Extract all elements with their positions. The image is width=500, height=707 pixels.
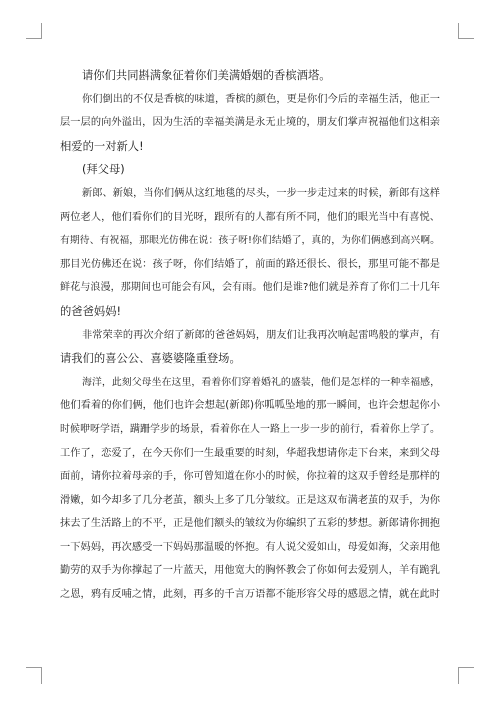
text-line: 鲜花与浪漫，那期间也可能会有风，会有雨。他们是谁?他们就是养育了你们二十几年 <box>60 282 440 294</box>
text-line: 时候咿呀学语，蹒跚学步的场景，看着你在人一路上一步一步的前行，看着你上学了。 <box>60 423 440 435</box>
text-line: 你们倒出的不仅是香槟的味道，香槟的颜色，更是你们今后的幸福生活，他正一 <box>82 93 440 105</box>
crop-mark-top-right-h <box>458 38 474 39</box>
crop-mark-top-left-v <box>41 23 42 39</box>
paragraph <box>60 182 440 324</box>
text-line: 两位老人，他们看你们的目光呀，跟所有的人都有所不同，他们的眼光当中有喜悦、 <box>60 211 440 223</box>
text-line: 有期待、有祝福，那眼光仿佛在说：孩子呀!你们结婚了，真的，为你们俩感到高兴啊。 <box>60 235 440 247</box>
crop-mark-bottom-left-h <box>26 667 42 668</box>
text-line: 工作了，恋爱了，在今天你们一生最重要的时刻，华超我想请你走下台来，来到父母 <box>60 447 440 459</box>
text-line: 非常荣幸的再次介绍了新郎的爸爸妈妈，朋友们让我再次响起雷鸣般的掌声，有 <box>82 329 440 341</box>
text-line: 请我们的喜公公、喜婆婆隆重登场。 <box>60 352 241 366</box>
text-line: 层一层的向外溢出，因为生活的幸福美满是永无止境的，朋友们掌声祝福他们这相亲 <box>60 117 440 129</box>
crop-mark-bottom-left-v <box>41 668 42 684</box>
paragraph <box>60 64 440 88</box>
paragraph <box>60 324 440 371</box>
text-line: 的爸爸妈妈! <box>60 304 122 318</box>
crop-mark-bottom-right-v <box>458 668 459 684</box>
document-body <box>60 64 440 607</box>
crop-mark-bottom-right-h <box>458 667 474 668</box>
text-line: 面前，请你拉着母亲的手，你可曾知道在你小的时候，你拉着的这双手曾经是那样的 <box>60 471 440 483</box>
text-line: 新郎、新娘，当你们俩从这红地毯的尽头，一步一步走过来的时候，新郎有这样 <box>82 187 440 199</box>
text-line: 相爱的一对新人! <box>60 139 144 153</box>
text-line: 那目光仿佛还在说：孩子呀，你们结婚了，前面的路还很长、很长，那里可能不都是 <box>60 258 440 270</box>
text-line: 他们看着的你们俩，他们也许会想起(新郎)你呱呱坠地的那一瞬间，也许会想起你小 <box>60 399 440 412</box>
paragraph <box>60 371 440 607</box>
crop-mark-top-right-v <box>458 23 459 39</box>
paragraph <box>60 158 440 182</box>
text-line: 一下妈妈，再次感受一下妈妈那温暖的怀抱。有人说父爱如山，母爱如海，父亲用他 <box>60 541 440 553</box>
section-heading: (拜父母) <box>82 163 125 177</box>
text-line: 之恩，鸦有反哺之情，此刻，再多的千言万语都不能形容父母的感恩之情，就在此时 <box>60 589 440 601</box>
paragraph <box>60 88 440 159</box>
text-line: 请你们共同斟满象征着你们美满婚姻的香槟酒塔。 <box>82 69 331 82</box>
text-line: 海洋，此刻父母坐在这里，看着你们穿着婚礼的盛装，他们是怎样的一种幸福感， <box>82 376 440 388</box>
text-line: 勤劳的双手为你撑起了一片蓝天，用他宽大的胸怀教会了你如何去爱别人，羊有跪乳 <box>60 565 440 577</box>
crop-mark-top-left-h <box>26 38 42 39</box>
text-line: 滑嫩，如今却多了几分老茧，额头上多了几分皱纹。正是这双布满老茧的双手，为你 <box>60 494 440 506</box>
text-line: 抹去了生活路上的不平，正是他们额头的皱纹为你编织了五彩的梦想。新郎请你拥抱 <box>60 518 440 530</box>
